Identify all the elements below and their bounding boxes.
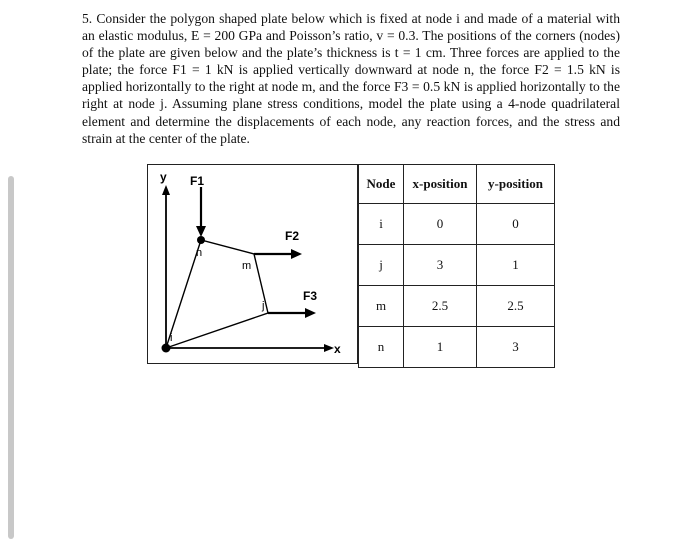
plate-diagram (148, 165, 359, 365)
scrollbar[interactable] (8, 176, 14, 539)
node-n-dot (197, 236, 205, 244)
y-axis-arrowhead (162, 185, 170, 195)
cell-y: 3 (477, 327, 555, 368)
cell-x: 0 (404, 204, 477, 245)
header-y-position: y-position (477, 165, 555, 204)
table-header-row (359, 165, 555, 204)
plate-outline (166, 240, 268, 348)
node-m-label: m (242, 260, 252, 272)
y-axis-label: y (160, 170, 167, 184)
table-row (359, 245, 555, 286)
cell-x: 3 (404, 245, 477, 286)
node-coordinates-table (358, 164, 555, 368)
node-j-label: j (262, 300, 265, 312)
f1-label: F1 (190, 174, 205, 188)
cell-y: 0 (477, 204, 555, 245)
problem-statement: 5. Consider the polygon shaped plate below which is fixed at node i and made of a material with an elastic modulus, E = 200 GPa and Poisson’s ratio, v = 0.3. The positions of the corners (nodes) of the plate are given below and the plate’s thickness is t = 1 cm. Three forces are applied to the plate; the force F1 = 1 kN is applied vertically downward at node n, the force F2 = 1.5 kN is applied horizontally to the right at node m, and the force F3 = 0.5 kN is applied horizontally to the right at node j. Assuming plane stress conditions, model the plate using a 4-node quadrilateral element and determine the displacements of each node, any reaction forces, and the stress and strain at the center of the plate. (82, 11, 620, 146)
x-axis-label: x (334, 342, 341, 356)
cell-node: n (359, 327, 404, 368)
cell-node: j (359, 245, 404, 286)
header-node: Node (359, 165, 404, 204)
cell-x: 1 (404, 327, 477, 368)
node-i-label: i (170, 332, 173, 344)
cell-node: m (359, 286, 404, 327)
f2-label: F2 (285, 229, 300, 243)
table-row (359, 327, 555, 368)
header-x-position: x-position (404, 165, 477, 204)
f3-label: F3 (303, 289, 318, 303)
table-row (359, 204, 555, 245)
cell-node: i (359, 204, 404, 245)
node-n-label: n (196, 247, 203, 259)
node-i-dot (162, 344, 171, 353)
plate-figure (147, 164, 358, 364)
table-row (359, 286, 555, 327)
cell-y: 1 (477, 245, 555, 286)
cell-y: 2.5 (477, 286, 555, 327)
force-f3-arrowhead (305, 308, 316, 318)
force-f2-arrowhead (291, 249, 302, 259)
force-f1-arrowhead (196, 226, 206, 237)
x-axis-arrowhead (324, 344, 334, 352)
cell-x: 2.5 (404, 286, 477, 327)
